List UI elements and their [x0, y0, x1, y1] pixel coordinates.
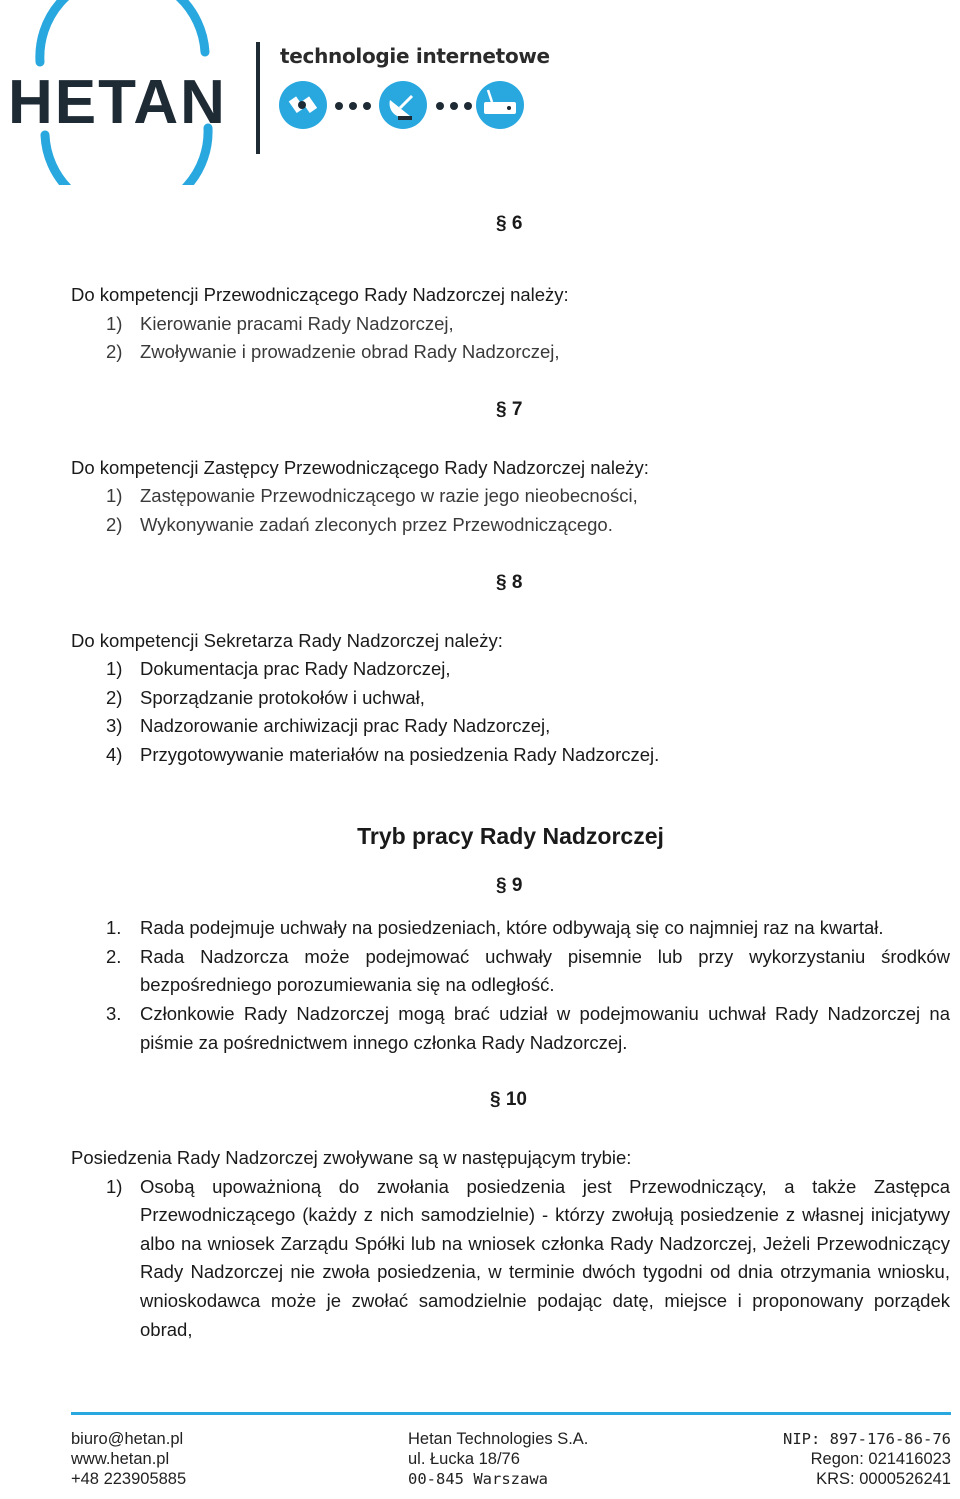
document-body: [71, 210, 950, 1344]
list-item: 1) Dokumentacja prac Rady Nadzorczej,: [106, 658, 451, 680]
footer-email-link[interactable]: biuro@hetan.pl: [71, 1430, 184, 1448]
section-7-intro: Do kompetencji Zastępcy Przewodniczącego Rady Nadzorczej należy:: [71, 456, 649, 478]
list-item: 2. Rada Nadzorcza może podejmować uchwały pisemnie lub przy wykorzystaniu środków bezpośredniego porozumiewania się na odległość.: [106, 945, 950, 996]
hetan-logo-graphic: [0, 0, 560, 185]
section-9-number: § 9: [496, 875, 523, 897]
list-item: 3) Nadzorowanie archiwizacji prac Rady Nadzorczej,: [106, 715, 551, 737]
list-item: 3. Członkowie Rady Nadzorczej mogą brać udział w podejmowaniu uchwał Rady Nadzorczej na piśmie za pośrednictwem innego członka Rady Nadzorczej.: [106, 1002, 950, 1053]
brand-tagline: technologie internetowe: [280, 44, 550, 68]
router-icon: [476, 81, 524, 129]
section-7-number: § 7: [496, 398, 523, 420]
section-10-number: § 10: [490, 1089, 527, 1111]
section-9-list: [71, 914, 950, 1057]
footer-contact: [71, 1429, 186, 1489]
chapter-heading: Tryb pracy Rady Nadzorczej: [357, 822, 664, 849]
section-6-list: [71, 310, 950, 367]
list-item: 1) Zastępowanie Przewodniczącego w razie jego nieobecności,: [106, 485, 638, 507]
satellite-dish-icon: [379, 81, 427, 129]
footer-street: ul. Łucka 18/76: [408, 1450, 520, 1468]
footer-phone: +48 223905885: [71, 1470, 187, 1488]
footer-city: 00-845 Warszawa: [408, 1470, 548, 1488]
section-6-intro: Do kompetencji Przewodniczącego Rady Nadzorczej należy:: [71, 284, 569, 305]
list-item: 2) Sporządzanie protokołów i uchwał,: [106, 686, 425, 708]
footer-address: [408, 1429, 588, 1489]
section-8-list: [71, 655, 950, 769]
footer-website-link[interactable]: www.hetan.pl: [71, 1450, 170, 1468]
brand-wordmark: HETAN: [8, 68, 227, 137]
satellite-icon: [279, 81, 327, 129]
footer-company: Hetan Technologies S.A.: [408, 1430, 589, 1448]
section-7-list: [71, 482, 950, 539]
footer-regon: Regon: 021416023: [810, 1450, 951, 1468]
footer-registry: [783, 1429, 951, 1489]
footer-krs: KRS: 0000526241: [816, 1470, 951, 1488]
list-item: 1) Kierowanie pracami Rady Nadzorczej,: [106, 312, 454, 334]
section-10-intro: Posiedzenia Rady Nadzorczej zwoływane są w następującym trybie:: [71, 1147, 632, 1169]
footer-nip: NIP: 897-176-86-76: [783, 1430, 951, 1448]
list-item: 1) Osobą upoważnioną do zwołania posiedzenia jest Przewodniczący, a także Zastępca Przewodniczącego (każdy z nich samodzielnie) - którzy zwołują posiedzenie z własnej inicjatywy albo na wniosek Zarządu Spółki lub na wniosek członka Rady Nadzorczej, Jeżeli Przewodniczący Rady Nadzorczej nie zwoła posiedzenia, w terminie dwóch tygodni od dnia otrzymania wniosku, wnioskodawca może je zwołać samodzielnie podając datę, miejsce i proponowany porządek obrad,: [106, 1175, 950, 1340]
section-10-list: [71, 1173, 950, 1345]
section-8-intro: Do kompetencji Sekretarza Rady Nadzorczej należy:: [71, 629, 503, 651]
company-logo: [0, 0, 560, 185]
section-6-number: § 6: [496, 213, 523, 234]
list-item: 4) Przygotowywanie materiałów na posiedzenia Rady Nadzorczej.: [106, 743, 660, 765]
page-footer: [71, 1412, 951, 1499]
list-item: 1. Rada podejmuje uchwały na posiedzeniach, które odbywają się co najmniej raz na kwartał.: [106, 917, 884, 939]
section-8-number: § 8: [496, 571, 523, 593]
list-item: 2) Zwoływanie i prowadzenie obrad Rady Nadzorczej,: [106, 341, 560, 363]
list-item: 2) Wykonywanie zadań zleconych przez Przewodniczącego.: [106, 513, 613, 535]
